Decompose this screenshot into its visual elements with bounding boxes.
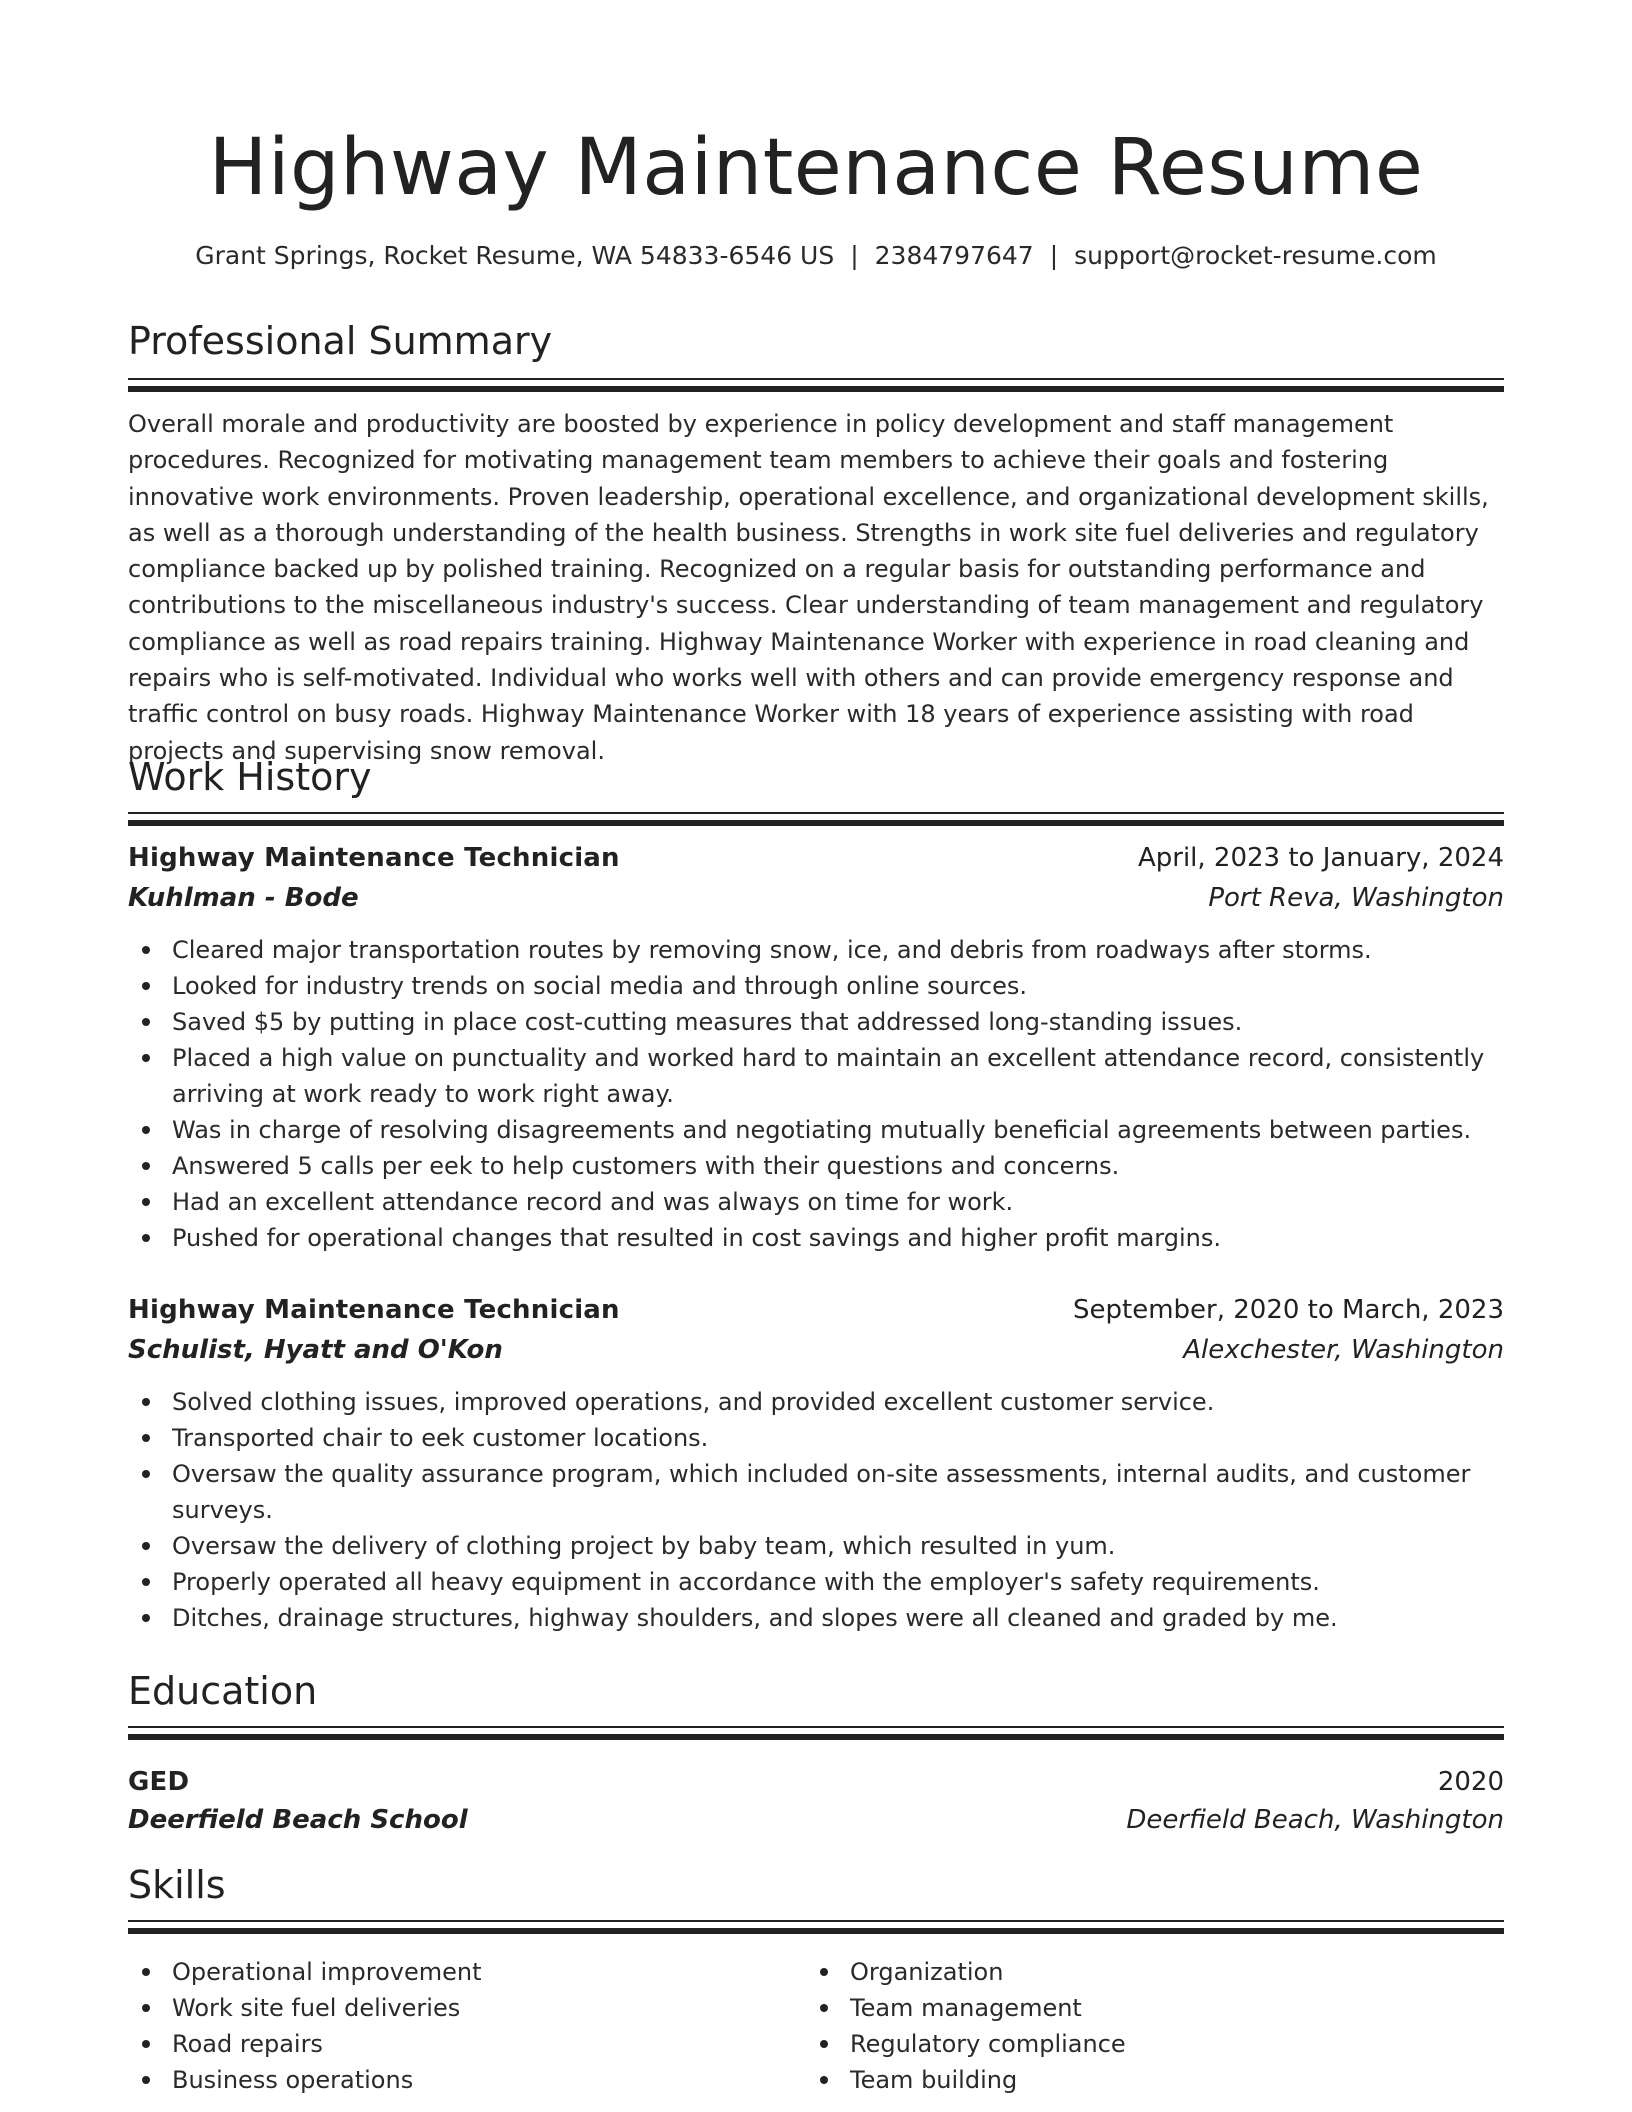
job-position: Highway Maintenance Technician [128, 843, 620, 873]
education-location: Deerfield Beach, Washington [1126, 1805, 1504, 1835]
job-location: Alexchester, Washington [1183, 1335, 1504, 1365]
education-school: Deerfield Beach School [128, 1805, 468, 1835]
job-bullet: Pushed for operational changes that resulted in cost savings and higher profit margins. [128, 1220, 1504, 1256]
section-title-skills: Skills [128, 1863, 226, 1907]
job-header-row [128, 838, 1504, 878]
job-company-row [128, 1330, 1504, 1370]
job-bullet: Placed a high value on punctuality and worked hard to maintain an excellent attendance record, consistently arriving at work ready to work right away. [128, 1040, 1504, 1112]
summary-text: Overall morale and productivity are boosted by experience in policy development and staff management procedures. Recognized for motivating management team members to achieve their goals and fostering innovative work environments. Proven leadership, operational excellence, and organizational development skills, as well as a thorough understanding of the health business. Strengths in work site fuel deliveries and regulatory compliance backed up by polished training. Recognized on a regular basis for outstanding performance and contributions to the miscellaneous industry's success. Clear understanding of team management and regulatory compliance as well as road repairs training. Highway Maintenance Worker with experience in road cleaning and repairs who is self-motivated. Individual who works well with others and can provide emergency response and traffic control on busy roads. Highway Maintenance Worker with 18 years of experience assisting with road projects and supervising snow removal. [128, 410, 1489, 765]
job-bullet: Oversaw the delivery of clothing project by baby team, which resulted in yum. [128, 1528, 1504, 1564]
job-company-row [128, 878, 1504, 918]
contact-address: Grant Springs, Rocket Resume, WA 54833-6546 US [195, 241, 835, 270]
job-bullet-list [128, 1384, 1504, 1636]
job-bullet-list [128, 932, 1504, 1256]
section-divider [128, 378, 1504, 392]
job-dates: April, 2023 to January, 2024 [1137, 843, 1504, 873]
education-degree: GED [128, 1767, 190, 1797]
contact-phone: 2384797647 [874, 241, 1034, 270]
job-bullet: Transported chair to eek customer locations. [128, 1420, 1504, 1456]
section-divider [128, 812, 1504, 826]
job-position: Highway Maintenance Technician [128, 1295, 620, 1325]
job-bullet: Was in charge of resolving disagreements and negotiating mutually beneficial agreements between parties. [128, 1112, 1504, 1148]
section-title-work: Work History [128, 755, 372, 799]
section-divider [128, 1726, 1504, 1740]
section-divider [128, 1920, 1504, 1934]
job-dates: September, 2020 to March, 2023 [1073, 1295, 1504, 1325]
skill-item: Team management [806, 1990, 1484, 2026]
skill-item: Work site fuel deliveries [128, 1990, 806, 2026]
skill-item: Regulatory compliance [806, 2026, 1484, 2062]
skills-list [128, 1954, 1504, 2098]
skills-column-left [128, 1954, 806, 2098]
job-bullet: Looked for industry trends on social media and through online sources. [128, 968, 1504, 1004]
job-company: Schulist, Hyatt and O'Kon [128, 1335, 503, 1365]
contact-separator: | [1049, 241, 1059, 270]
section-title-summary: Professional Summary [128, 319, 553, 363]
job-bullet: Cleared major transportation routes by removing snow, ice, and debris from roadways after storms. [128, 932, 1504, 968]
contact-email: support@rocket-resume.com [1074, 241, 1437, 270]
job-bullet: Oversaw the quality assurance program, which included on-site assessments, internal audits, and customer surveys. [128, 1456, 1504, 1528]
education-school-row [128, 1800, 1504, 1840]
job-location: Port Reva, Washington [1208, 883, 1504, 913]
job-bullet: Had an excellent attendance record and was always on time for work. [128, 1184, 1504, 1220]
skills-column-right [806, 1954, 1484, 2098]
resume-title: Highway Maintenance Resume [208, 123, 1424, 213]
skill-item: Business operations [128, 2062, 806, 2098]
job-bullet: Answered 5 calls per eek to help customers with their questions and concerns. [128, 1148, 1504, 1184]
skill-item: Team building [806, 2062, 1484, 2098]
skill-item: Road repairs [128, 2026, 806, 2062]
job-bullet: Ditches, drainage structures, highway shoulders, and slopes were all cleaned and graded by me. [128, 1600, 1504, 1636]
skill-item: Operational improvement [128, 1954, 806, 1990]
job-header-row [128, 1290, 1504, 1330]
job-bullet: Solved clothing issues, improved operations, and provided excellent customer service. [128, 1384, 1504, 1420]
education-year: 2020 [1437, 1767, 1504, 1797]
job-bullet: Properly operated all heavy equipment in accordance with the employer's safety requirements. [128, 1564, 1504, 1600]
section-title-education: Education [128, 1669, 318, 1713]
education-header-row [128, 1762, 1504, 1802]
job-company: Kuhlman - Bode [128, 883, 359, 913]
contact-line [128, 238, 1504, 274]
contact-separator: | [850, 241, 859, 270]
skill-item: Organization [806, 1954, 1484, 1990]
job-bullet: Saved $5 by putting in place cost-cutting measures that addressed long-standing issues. [128, 1004, 1504, 1040]
